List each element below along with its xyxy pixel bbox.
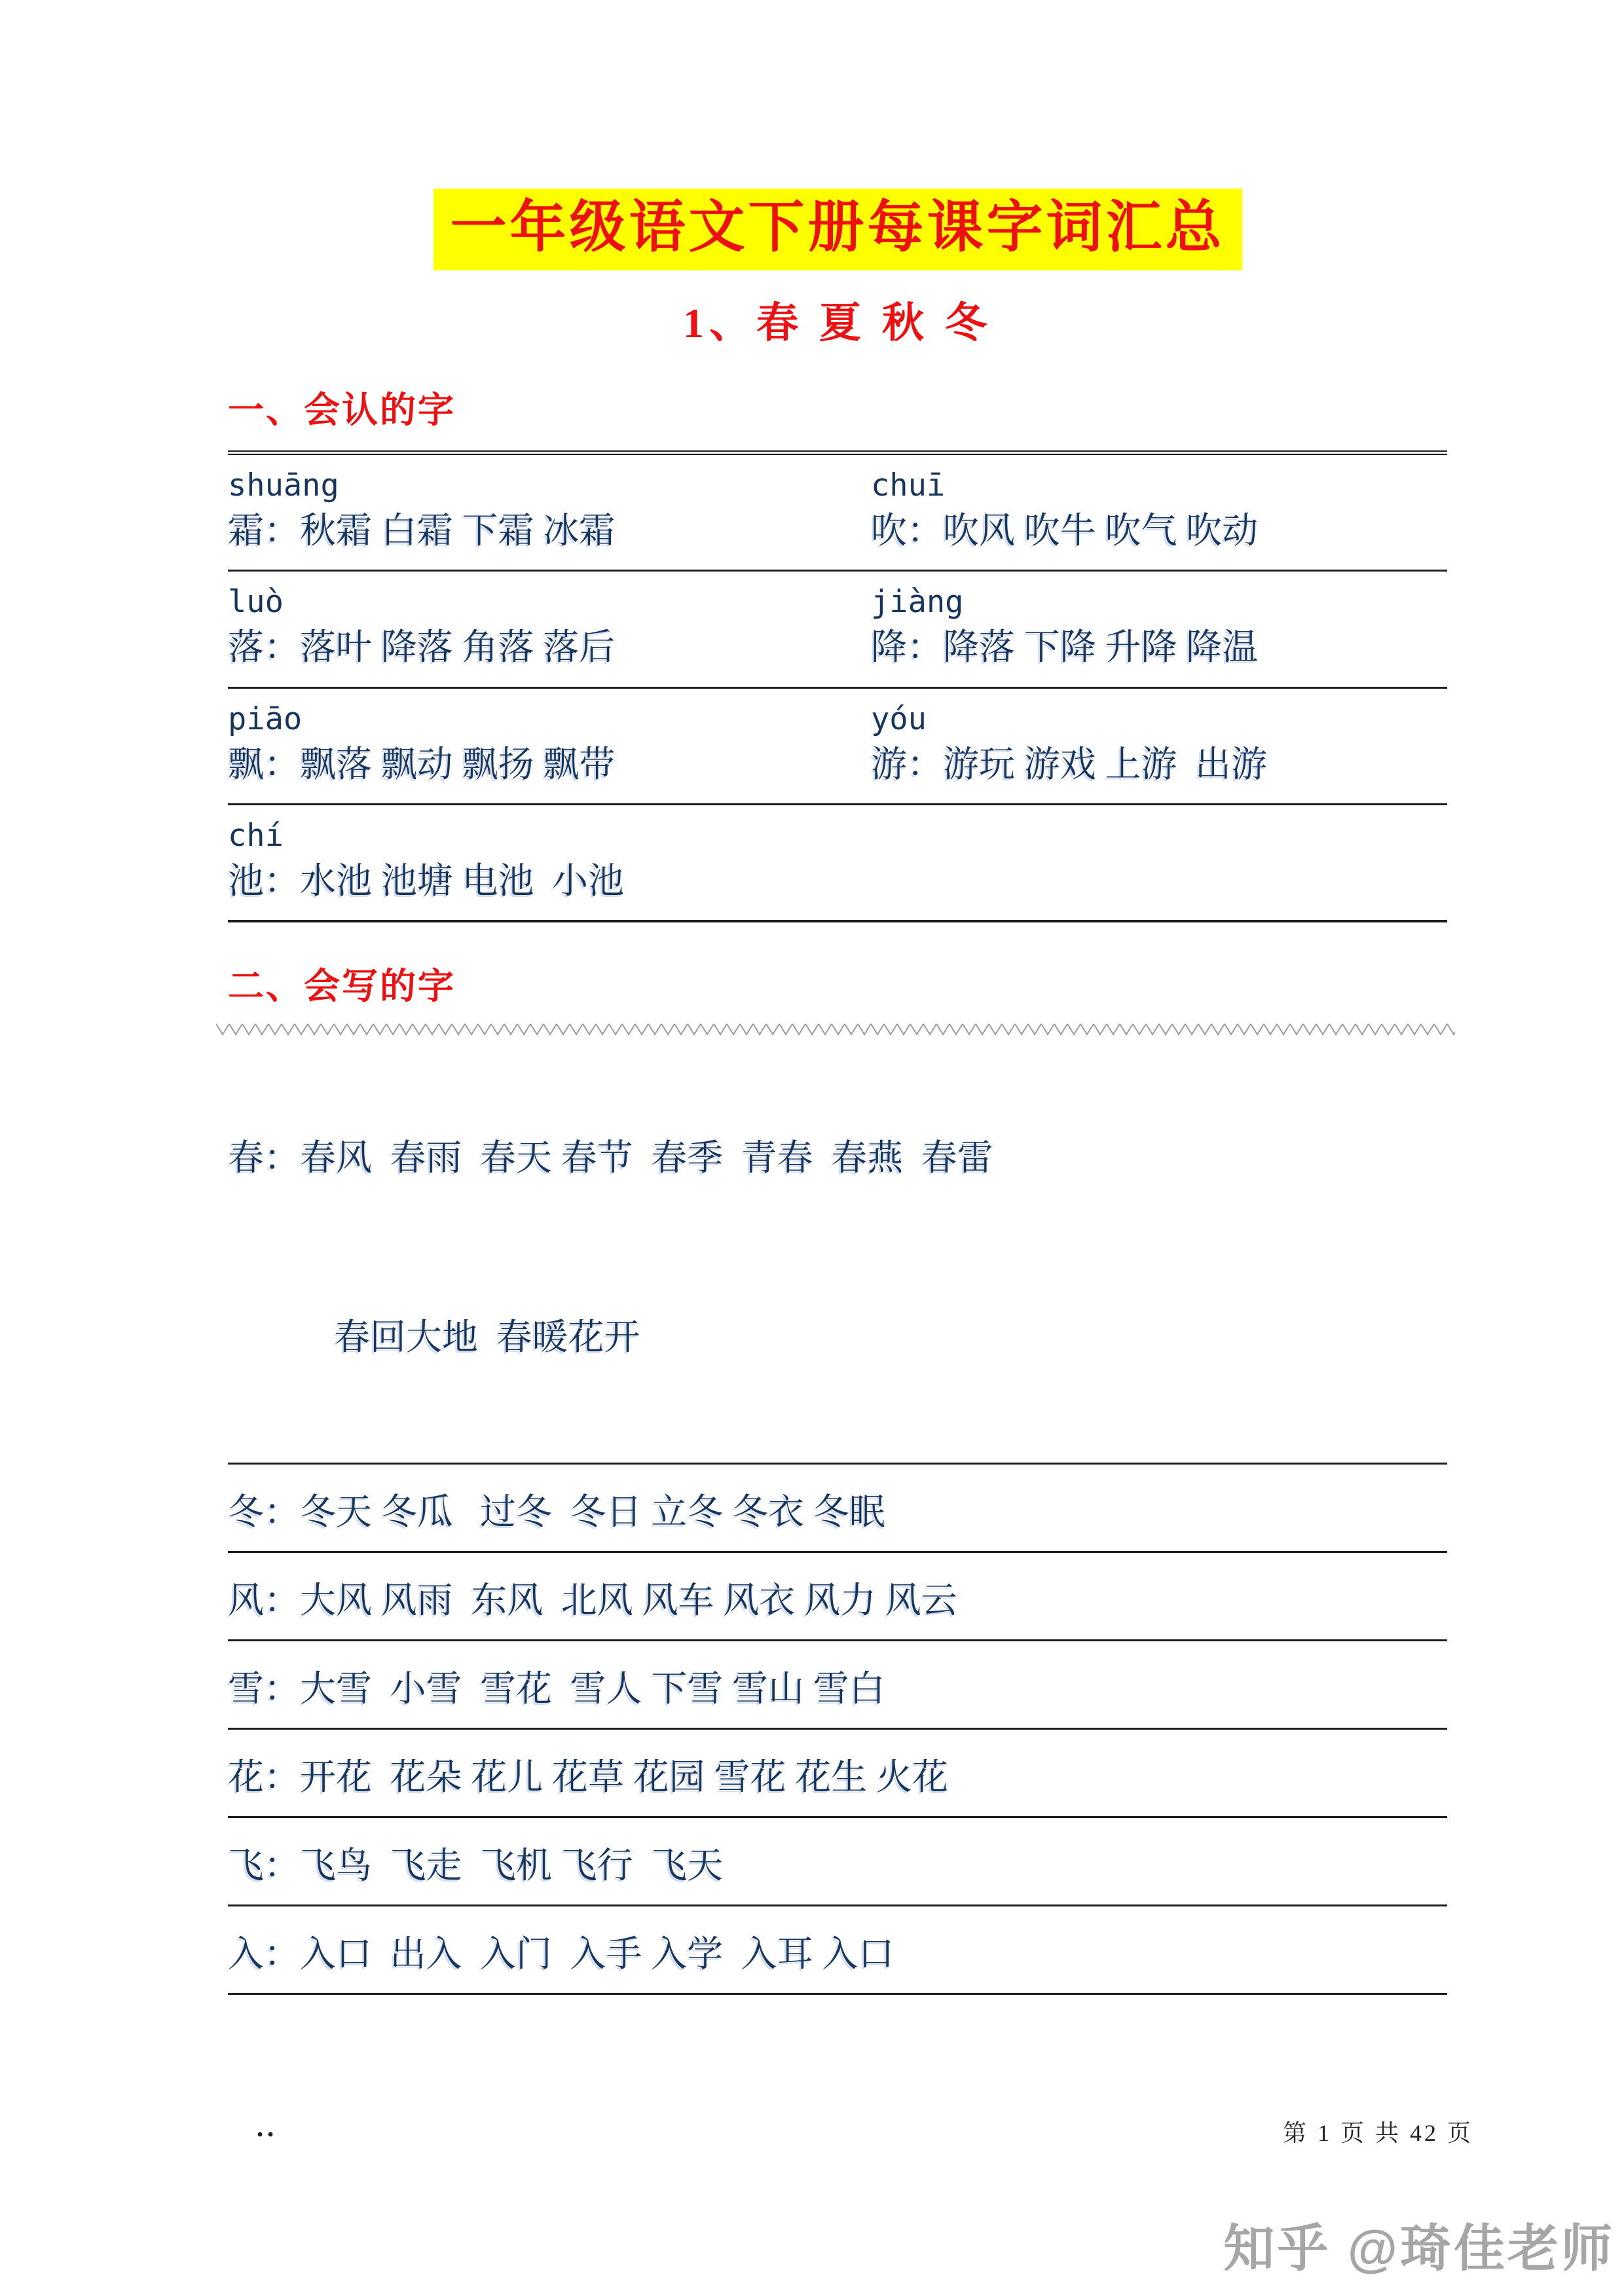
page-footer [255,2121,1473,2149]
pinyin-right: jiàng [871,584,964,621]
word-line [228,744,1447,803]
write-row: 飞：飞鸟 飞走 飞机 飞行 飞天 [228,1818,1447,1906]
pinyin-left: shuāng [228,467,339,503]
pinyin-line [228,689,1447,737]
write-line: 春：春风 春雨 春天 春节 春季 青春 春燕 春雷 [228,1138,993,1178]
page-number: 第 1 页 共 42 页 [1282,2120,1473,2146]
pinyin-right [871,818,1447,854]
words-right [871,860,1447,902]
pinyin-left: luò [228,584,284,621]
pinyin-line [228,572,1447,620]
recognize-row [228,455,1447,572]
pinyin-line [228,455,1447,503]
zhihu-watermark: 知乎 @琦佳老师 [1223,2219,1615,2277]
title-wrap [228,189,1447,270]
section-write-heading: 二、会写的字 [228,966,456,1006]
recognize-row [228,689,1447,805]
section-recognize-heading: 一、会认的字 [228,390,456,430]
words-left: 池：水池 池塘 电池 小池 [228,860,625,901]
words-left: 飘：飘落 飘动 飘扬 飘带 [228,744,616,784]
write-row: 入：入口 出入 入门 入手 入学 入耳 入口 [228,1906,1447,1995]
write-row: 花：开花 花朵 花儿 花草 花园 雪花 花生 火花 [228,1730,1447,1818]
zigzag-divider [216,1021,1455,1038]
write-line-2: 春回大地 春暖花开 [334,1317,640,1357]
word-line [228,860,1447,920]
lesson-title: 1、春 夏 秋 冬 [683,300,992,346]
write-row: 雪：大雪 小雪 雪花 雪人 下雪 雪山 雪白 [228,1641,1447,1730]
pinyin-left: chí [228,817,284,854]
recognize-table [228,450,1447,922]
word-line [228,627,1447,686]
document-title: 一年级语文下册每课字词汇总 [434,189,1242,270]
pinyin-line [228,805,1447,854]
recognize-row [228,805,1447,922]
words-left: 霜：秋霜 白霜 下霜 冰霜 [228,511,616,551]
words-right: 吹：吹风 吹牛 吹气 吹动 [871,511,1259,551]
write-row: 风：大风 风雨 东风 北风 风车 风衣 风力 风云 [228,1553,1447,1641]
pinyin-right: yóu [871,701,927,737]
word-line [228,510,1447,570]
words-left: 落：落叶 降落 角落 落后 [228,627,616,668]
pinyin-left: piāo [228,701,303,737]
pinyin-right: chuī [871,467,946,503]
recognize-row [228,572,1447,688]
words-right: 游：游玩 游戏 上游 出游 [871,744,1268,784]
write-table [228,1048,1447,1995]
words-right: 降：降落 下降 升降 降温 [871,627,1259,668]
footer-marks: ·· [255,2120,277,2150]
write-row [228,1048,1447,1465]
write-row: 冬：冬天 冬瓜 过冬 冬日 立冬 冬衣 冬眠 [228,1465,1447,1553]
